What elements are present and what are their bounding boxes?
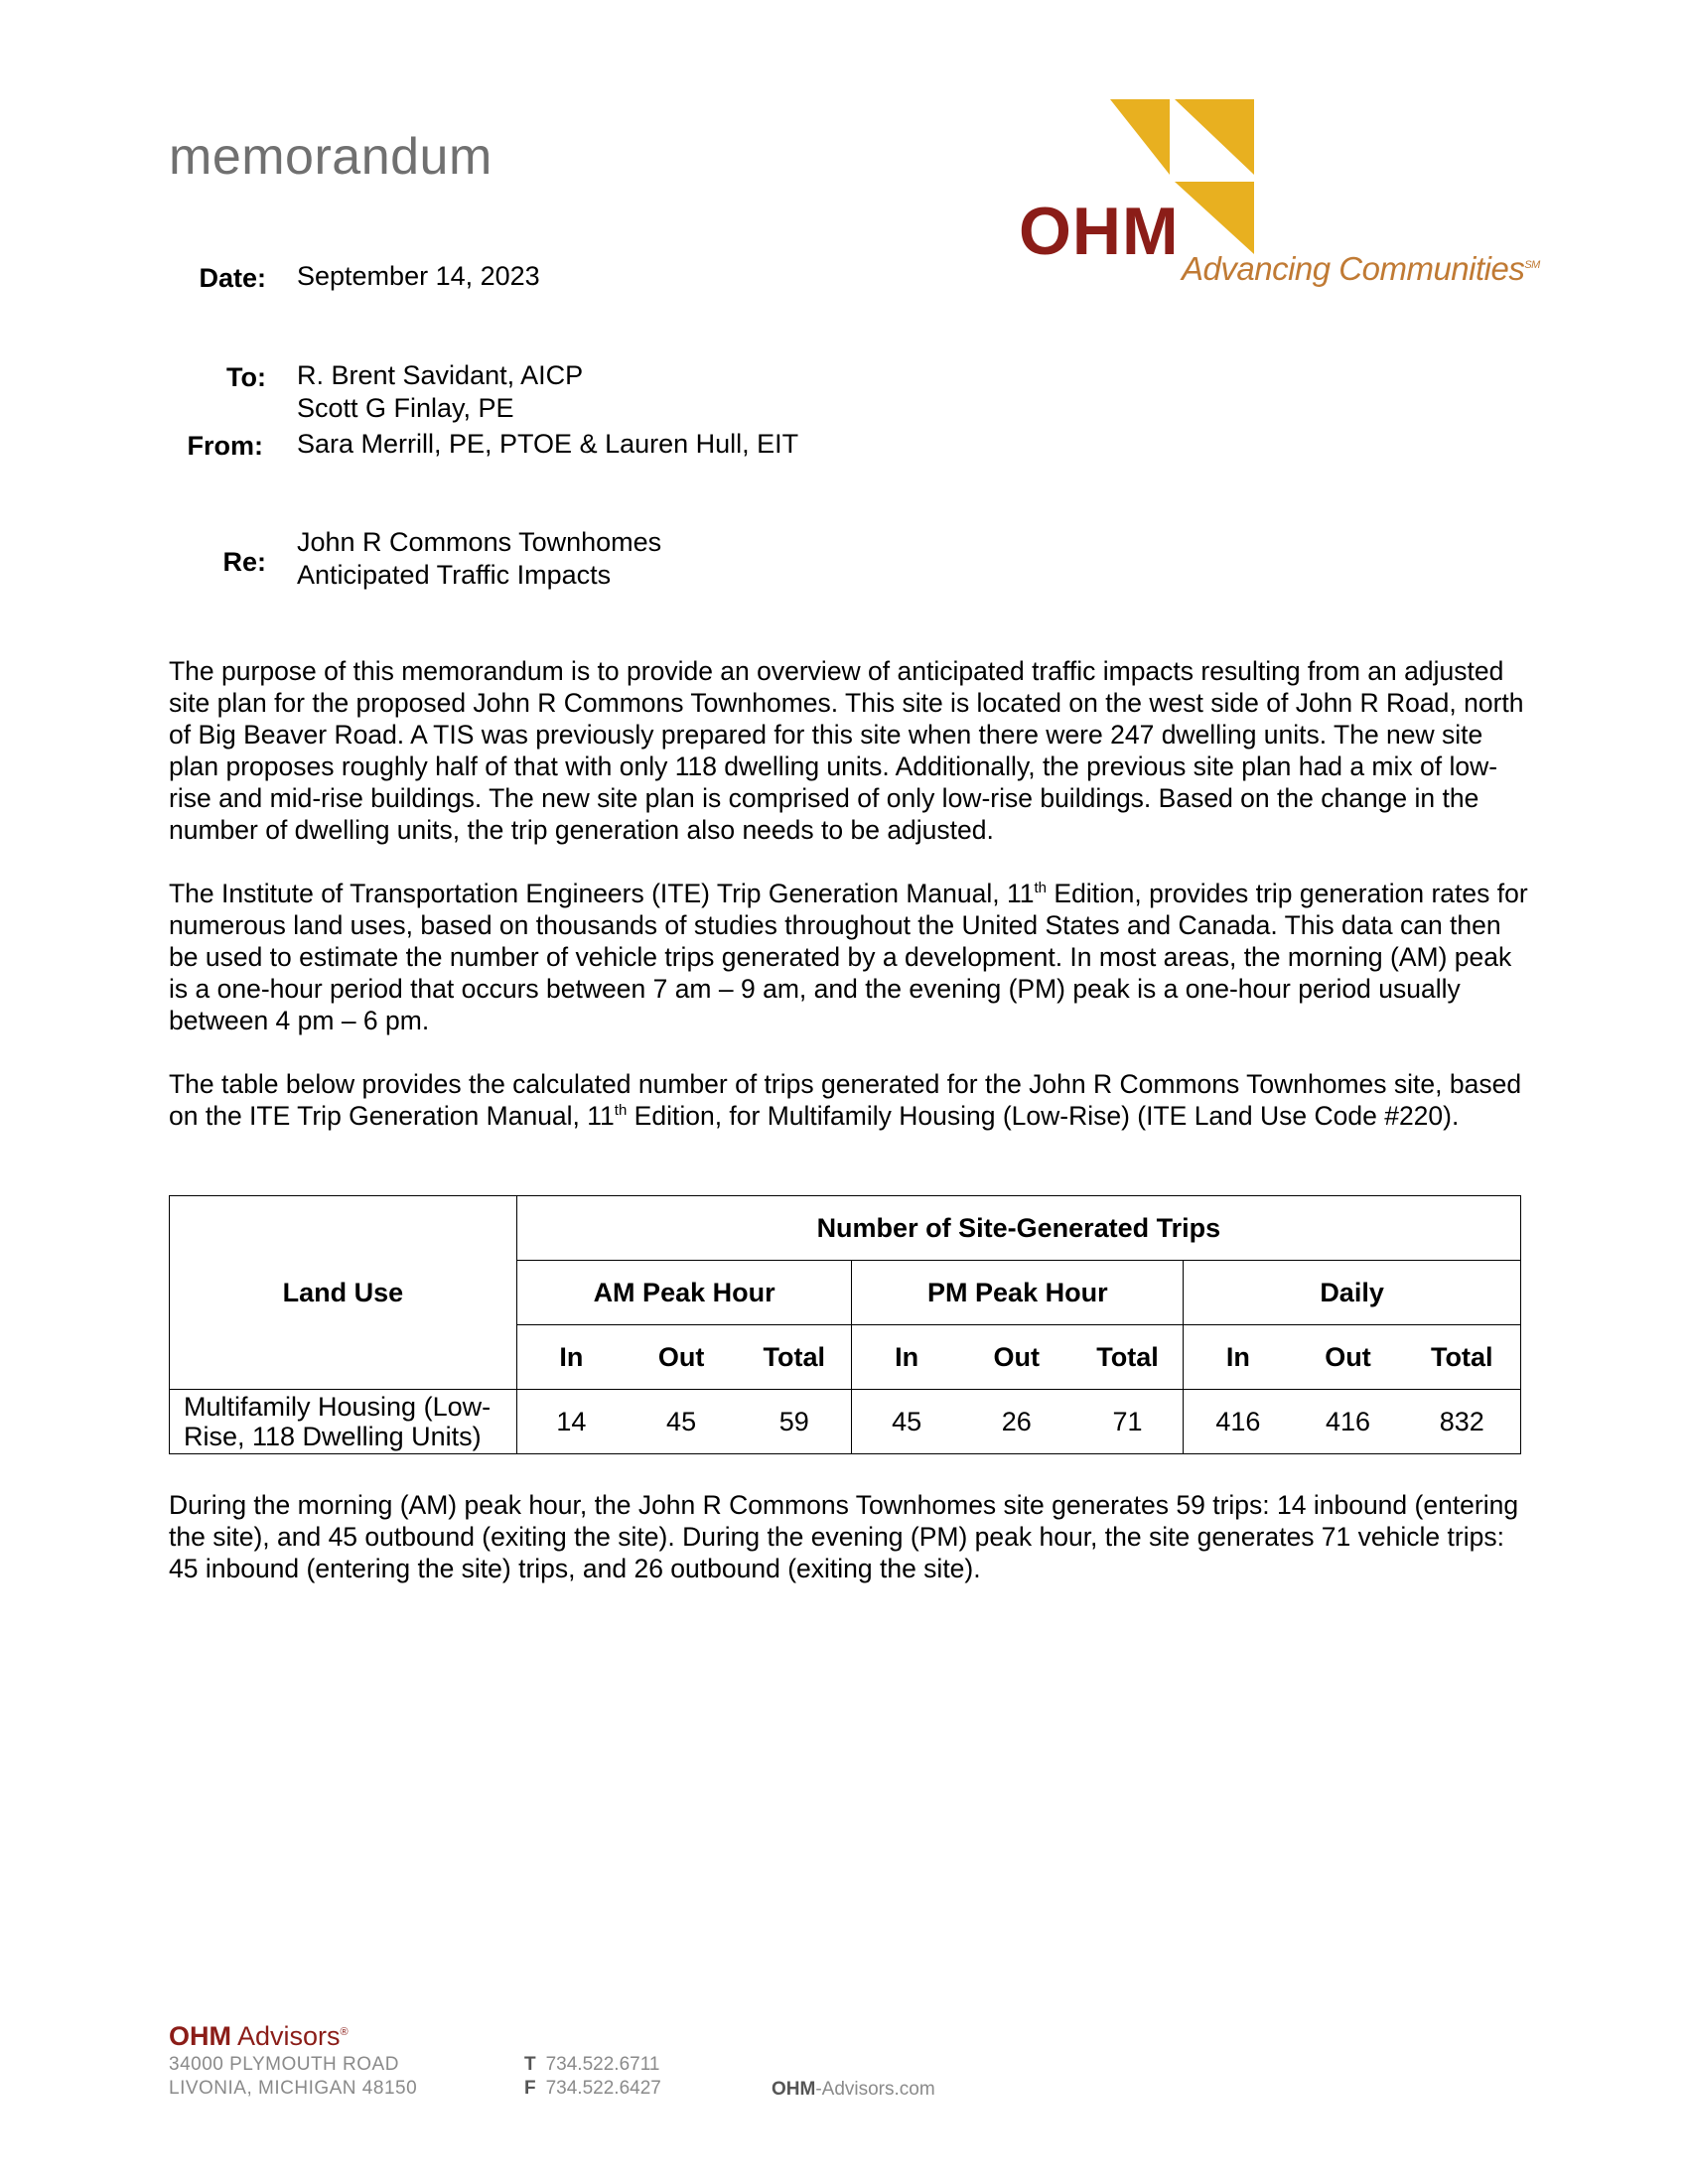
daily-total-cell: 832 (1404, 1390, 1521, 1454)
footer-brand: OHM Advisors® (169, 2021, 349, 2051)
am-in-cell: 14 (516, 1390, 626, 1454)
daily-total-header: Total (1404, 1325, 1521, 1390)
footer-website: OHM-Advisors.com (772, 2079, 935, 2100)
memo-title: memorandum (169, 128, 492, 186)
pm-in-header: In (852, 1325, 961, 1390)
re-label: Re: (222, 547, 266, 577)
daily-in-header: In (1184, 1325, 1293, 1390)
paragraph-purpose: The purpose of this memorandum is to provide an overview of anticipated traffic impacts resulting from an adjusted site plan for the proposed John R Commons Townhomes. This site is located on the west side of John R Road, north of Big Beaver Road. A TIS was previously prepared for this site when there were 247 dwelling units. The new site plan proposes roughly half of that with only 118 dwelling units. Additionally, the previous site plan had a mix of low-rise and mid-rise buildings. The new site plan is comprised of only low-rise buildings. Based on the change in the number of dwelling units, the trip generation also needs to be adjusted. (169, 656, 1524, 845)
pm-total-cell: 71 (1072, 1390, 1184, 1454)
re-line-1: John R Commons Townhomes (297, 527, 662, 557)
am-total-cell: 59 (737, 1390, 852, 1454)
am-out-header: Out (626, 1325, 737, 1390)
daily-out-cell: 416 (1293, 1390, 1404, 1454)
footer-address (169, 2053, 417, 2101)
pm-peak-header: PM Peak Hour (852, 1261, 1184, 1325)
from-value: Sara Merrill, PE, PTOE & Lauren Hull, EIT (297, 429, 799, 459)
am-out-cell: 45 (626, 1390, 737, 1454)
to-line-2: Scott G Finlay, PE (297, 393, 514, 423)
pm-in-cell: 45 (852, 1390, 961, 1454)
phone-line: T 734.522.6711 (524, 2054, 660, 2075)
ohm-logo (1013, 95, 1540, 304)
paragraph-summary: During the morning (AM) peak hour, the John R Commons Townhomes site generates 59 trips: 14 inbound (entering the site), and 45 outbound (exiting the site). During the evening (PM) peak hour, the site generates 71 vehicle trips: 45 inbound (entering the site) trips, and 26 outbound (exiting the site). (169, 1490, 1519, 1583)
pm-total-header: Total (1072, 1325, 1184, 1390)
address-line-1: 34000 PLYMOUTH ROAD (169, 2054, 399, 2075)
daily-header: Daily (1184, 1261, 1521, 1325)
daily-out-header: Out (1293, 1325, 1404, 1390)
re-line-2: Anticipated Traffic Impacts (297, 560, 612, 590)
land-use-header: Land Use (170, 1196, 517, 1390)
pm-out-cell: 26 (961, 1390, 1072, 1454)
pm-out-header: Out (961, 1325, 1072, 1390)
trip-generation-table (169, 1195, 1521, 1454)
paragraph-ite: The Institute of Transportation Engineers (ITE) Trip Generation Manual, 11th Edition, provides trip generation rates for numerous land uses, based on thousands of studies throughout the United States and Canada. This data can then be used to estimate the number of vehicle trips generated by a development. In most areas, the morning (AM) peak is a one-hour period that occurs between 7 am – 9 am, and the evening (PM) peak is a one-hour period usually between 4 pm – 6 pm. (169, 879, 1528, 1035)
footer-contact (524, 2053, 661, 2101)
from-label: From: (187, 431, 263, 461)
date-value: September 14, 2023 (297, 261, 540, 291)
address-line-2: LIVONIA, MICHIGAN 48150 (169, 2078, 418, 2099)
paragraph-table-intro: The table below provides the calculated number of trips generated for the John R Commons Townhomes site, based on the ITE Trip Generation Manual, 11th Edition, for Multifamily Housing (Low-Rise) (ITE Land Use Code #220). (169, 1069, 1522, 1131)
logo-wordmark: OHM (1019, 194, 1180, 269)
date-label: Date: (199, 263, 266, 293)
fax-line: F 734.522.6427 (524, 2078, 661, 2099)
to-label: To: (226, 362, 266, 392)
table-row (170, 1390, 1521, 1454)
am-peak-header: AM Peak Hour (516, 1261, 852, 1325)
land-use-cell: Multifamily Housing (Low- Rise, 118 Dwelling Units) (170, 1390, 517, 1454)
to-line-1: R. Brent Savidant, AICP (297, 360, 584, 390)
am-in-header: In (516, 1325, 626, 1390)
am-total-header: Total (737, 1325, 852, 1390)
daily-in-cell: 416 (1184, 1390, 1293, 1454)
logo-tagline: Advancing Communities℠ (1182, 250, 1540, 287)
trips-group-header: Number of Site-Generated Trips (516, 1196, 1520, 1261)
